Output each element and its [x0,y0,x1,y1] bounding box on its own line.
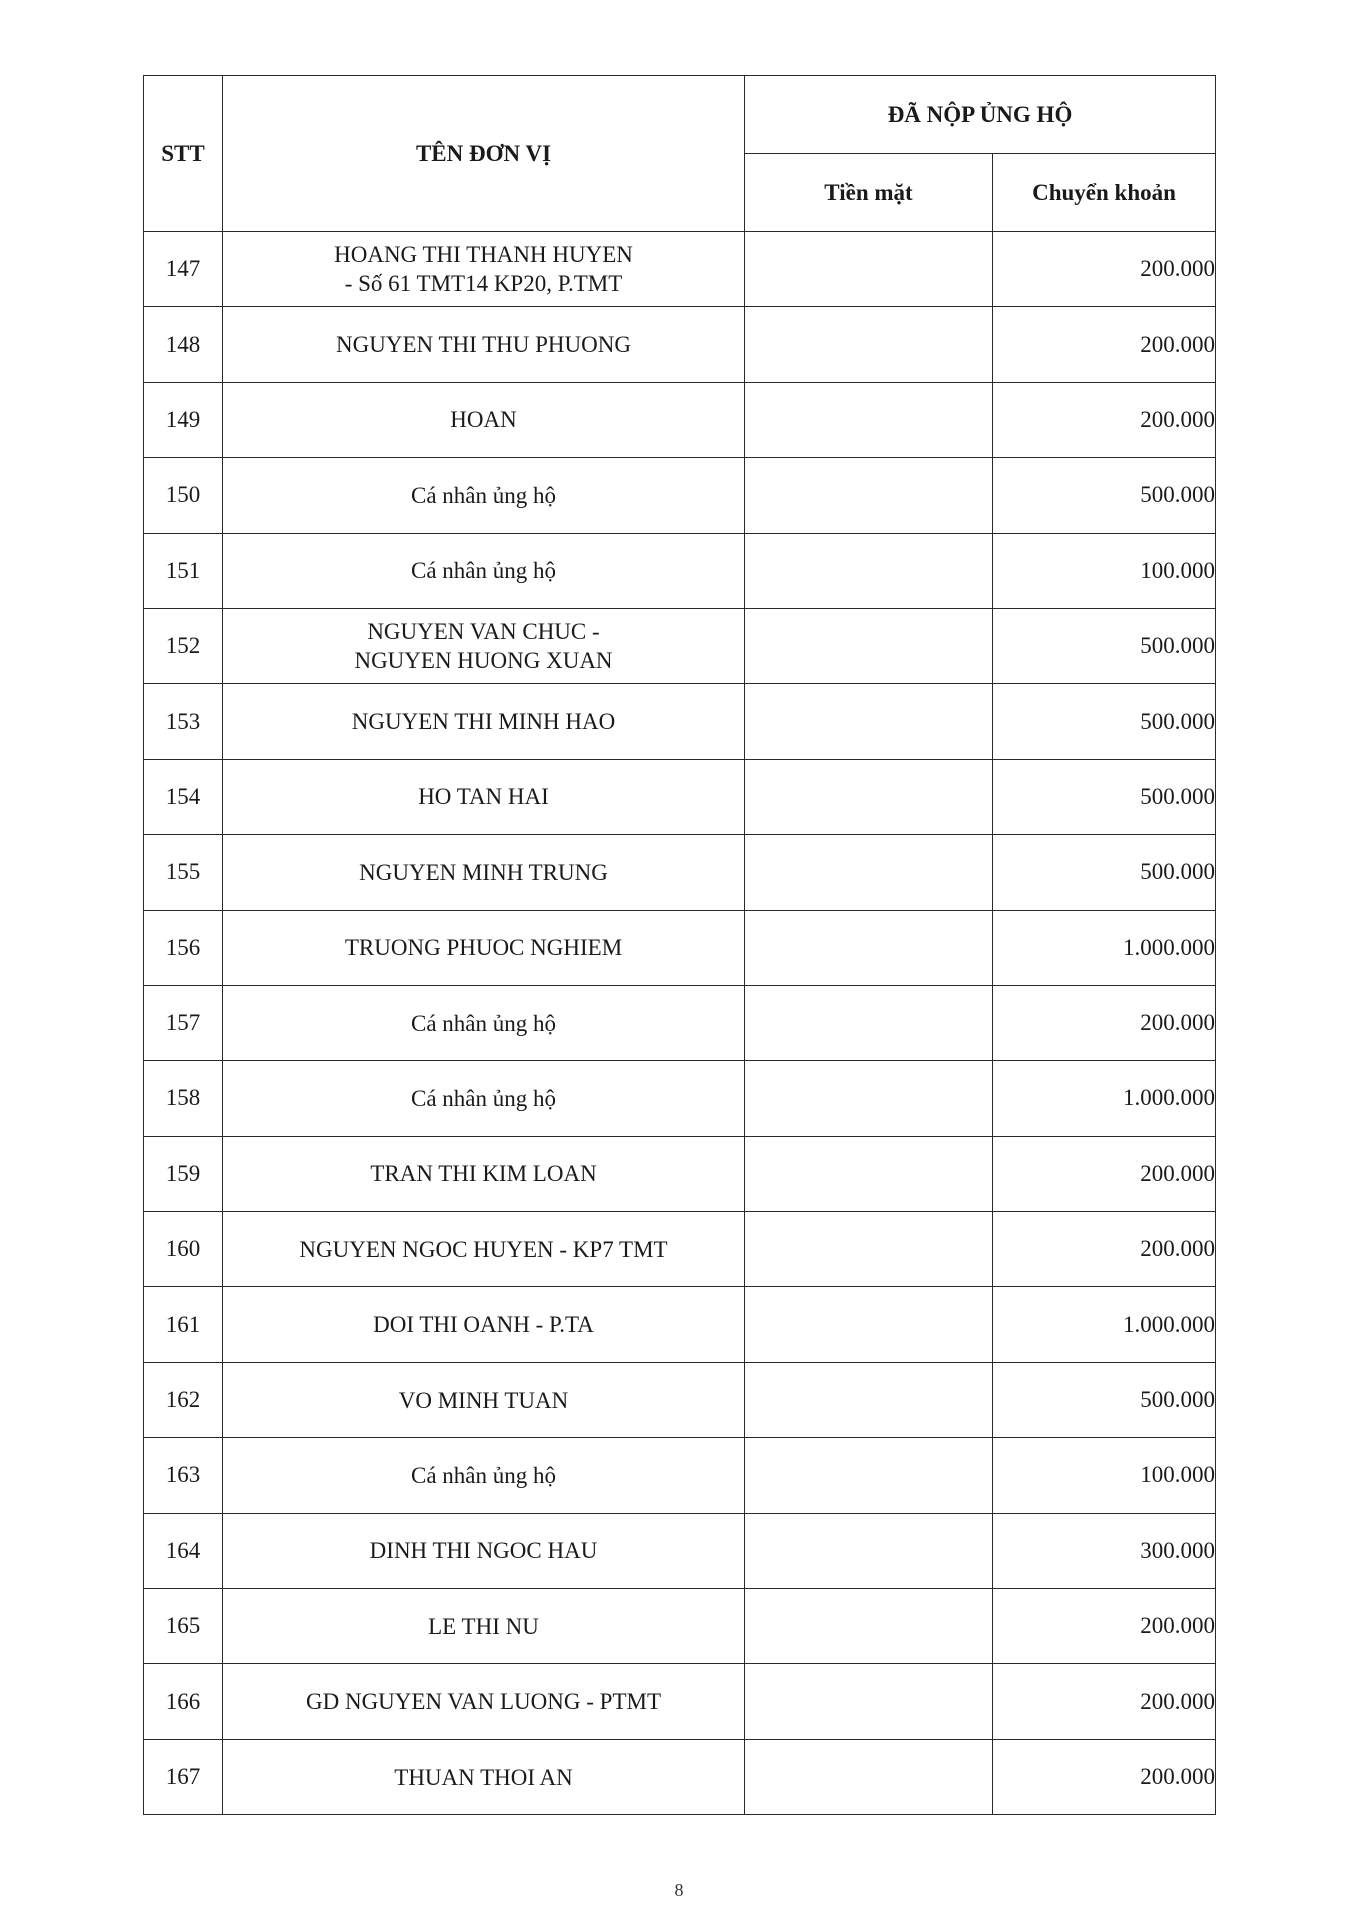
table-row [144,985,1216,1060]
row-cash-amount [745,1136,993,1211]
row-bank-transfer-amount: 500.000 [993,1362,1216,1437]
unit-name-line: Cá nhân ủng hộ [410,1010,556,1036]
row-stt: 156 [144,910,223,985]
row-unit-name [223,759,745,834]
row-stt: 158 [144,1061,223,1136]
row-stt: 150 [144,458,223,533]
header-bank-transfer: Chuyển khoản [993,154,1216,232]
row-bank-transfer-amount: 100.000 [993,533,1216,608]
row-bank-transfer-amount: 200.000 [993,1739,1216,1814]
row-stt: 164 [144,1513,223,1588]
table-row [144,608,1216,683]
row-unit-name [223,1287,745,1362]
table-row [144,835,1216,910]
row-stt: 151 [144,533,223,608]
unit-name-line: - Số 61 TMT14 KP20, P.TMT [344,271,623,297]
row-cash-amount [745,835,993,910]
row-cash-amount [745,307,993,382]
table-row [144,1513,1216,1588]
row-cash-amount [745,1362,993,1437]
unit-name-line: NGUYEN VAN CHUC - [367,619,600,645]
unit-name-line: Cá nhân ủng hộ [410,558,556,584]
row-cash-amount [745,608,993,683]
row-unit-name [223,684,745,759]
row-cash-amount [745,1589,993,1664]
donation-table [143,75,1216,1815]
row-bank-transfer-amount: 200.000 [993,1212,1216,1287]
row-stt: 159 [144,1136,223,1211]
row-unit-name [223,1664,745,1739]
unit-name-line: DOI THI OANH - P.TA [373,1312,594,1338]
unit-name-line: NGUYEN MINH TRUNG [359,859,608,885]
row-stt: 148 [144,307,223,382]
row-unit-name [223,232,745,307]
unit-name-line: Cá nhân ủng hộ [410,1462,556,1488]
row-bank-transfer-amount: 500.000 [993,759,1216,834]
row-unit-name [223,1513,745,1588]
row-bank-transfer-amount: 200.000 [993,307,1216,382]
unit-name-line: NGUYEN THI MINH HAO [351,709,616,735]
header-name: TÊN ĐƠN VỊ [223,76,745,232]
row-stt: 163 [144,1438,223,1513]
row-stt: 160 [144,1212,223,1287]
row-cash-amount [745,382,993,457]
table-row [144,1362,1216,1437]
row-cash-amount [745,1513,993,1588]
row-unit-name [223,985,745,1060]
row-cash-amount [745,1287,993,1362]
row-cash-amount [745,1438,993,1513]
row-unit-name [223,1362,745,1437]
row-bank-transfer-amount: 300.000 [993,1513,1216,1588]
row-stt: 165 [144,1589,223,1664]
row-unit-name [223,1589,745,1664]
table-row [144,1664,1216,1739]
header-cash: Tiền mặt [745,154,993,232]
row-bank-transfer-amount: 1.000.000 [993,1061,1216,1136]
unit-name-line: Cá nhân ủng hộ [410,482,556,508]
row-stt: 167 [144,1739,223,1814]
table-row [144,232,1216,307]
unit-name-line: VO MINH TUAN [398,1387,569,1413]
table-row [144,1739,1216,1814]
row-unit-name [223,533,745,608]
table-body [144,232,1216,1815]
row-unit-name [223,608,745,683]
unit-name-line: Cá nhân ủng hộ [410,1085,556,1111]
row-cash-amount [745,985,993,1060]
row-bank-transfer-amount: 100.000 [993,1438,1216,1513]
unit-name-line: NGUYEN NGOC HUYEN - KP7 TMT [299,1236,668,1262]
unit-name-line: HO TAN HAI [418,784,549,810]
row-stt: 149 [144,382,223,457]
row-cash-amount [745,684,993,759]
row-cash-amount [745,910,993,985]
row-stt: 157 [144,985,223,1060]
row-bank-transfer-amount: 500.000 [993,684,1216,759]
unit-name-line: GD NGUYEN VAN LUONG - PTMT [305,1689,661,1715]
row-unit-name [223,382,745,457]
row-unit-name [223,1212,745,1287]
row-unit-name [223,835,745,910]
table-row [144,382,1216,457]
row-stt: 147 [144,232,223,307]
row-bank-transfer-amount: 200.000 [993,985,1216,1060]
table-row [144,1212,1216,1287]
row-bank-transfer-amount: 200.000 [993,1664,1216,1739]
row-bank-transfer-amount: 1.000.000 [993,1287,1216,1362]
unit-name-line: HOAN [450,407,517,433]
row-unit-name [223,1136,745,1211]
row-unit-name [223,307,745,382]
row-unit-name [223,910,745,985]
row-bank-transfer-amount: 200.000 [993,1589,1216,1664]
row-unit-name [223,1739,745,1814]
row-stt: 155 [144,835,223,910]
table-row [144,307,1216,382]
unit-name-line: HOANG THI THANH HUYEN [334,242,633,268]
table-row [144,1061,1216,1136]
table-row [144,458,1216,533]
unit-name-line: THUAN THOI AN [394,1764,573,1790]
unit-name-line: NGUYEN THI THU PHUONG [336,332,631,358]
row-cash-amount [745,232,993,307]
row-cash-amount [745,759,993,834]
unit-name-line: DINH THI NGOC HAU [369,1538,598,1564]
row-cash-amount [745,1739,993,1814]
row-stt: 152 [144,608,223,683]
table-row [144,910,1216,985]
table-row [144,1589,1216,1664]
table-row [144,759,1216,834]
row-cash-amount [745,1212,993,1287]
row-bank-transfer-amount: 500.000 [993,608,1216,683]
row-cash-amount [745,1664,993,1739]
table-row [144,1287,1216,1362]
table-row [144,684,1216,759]
row-bank-transfer-amount: 200.000 [993,382,1216,457]
row-stt: 154 [144,759,223,834]
row-stt: 166 [144,1664,223,1739]
row-bank-transfer-amount: 1.000.000 [993,910,1216,985]
row-stt: 161 [144,1287,223,1362]
row-stt: 153 [144,684,223,759]
row-bank-transfer-amount: 500.000 [993,458,1216,533]
row-bank-transfer-amount: 200.000 [993,232,1216,307]
unit-name-line: TRUONG PHUOC NGHIEM [344,935,623,961]
unit-name-line: NGUYEN HUONG XUAN [354,648,613,674]
unit-name-line: LE THI NU [428,1613,539,1639]
row-unit-name [223,1061,745,1136]
row-stt: 162 [144,1362,223,1437]
unit-name-line: TRAN THI KIM LOAN [370,1161,597,1187]
row-unit-name [223,1438,745,1513]
table-row [144,533,1216,608]
row-cash-amount [745,533,993,608]
row-unit-name [223,458,745,533]
table-row [144,1438,1216,1513]
header-donated-group: ĐÃ NỘP ỦNG HỘ [745,76,1216,154]
row-cash-amount [745,1061,993,1136]
page-number: 8 [674,1880,684,1900]
table-row [144,1136,1216,1211]
table-header [144,76,1216,232]
header-stt: STT [144,76,223,232]
row-cash-amount [745,458,993,533]
row-bank-transfer-amount: 200.000 [993,1136,1216,1211]
row-bank-transfer-amount: 500.000 [993,835,1216,910]
